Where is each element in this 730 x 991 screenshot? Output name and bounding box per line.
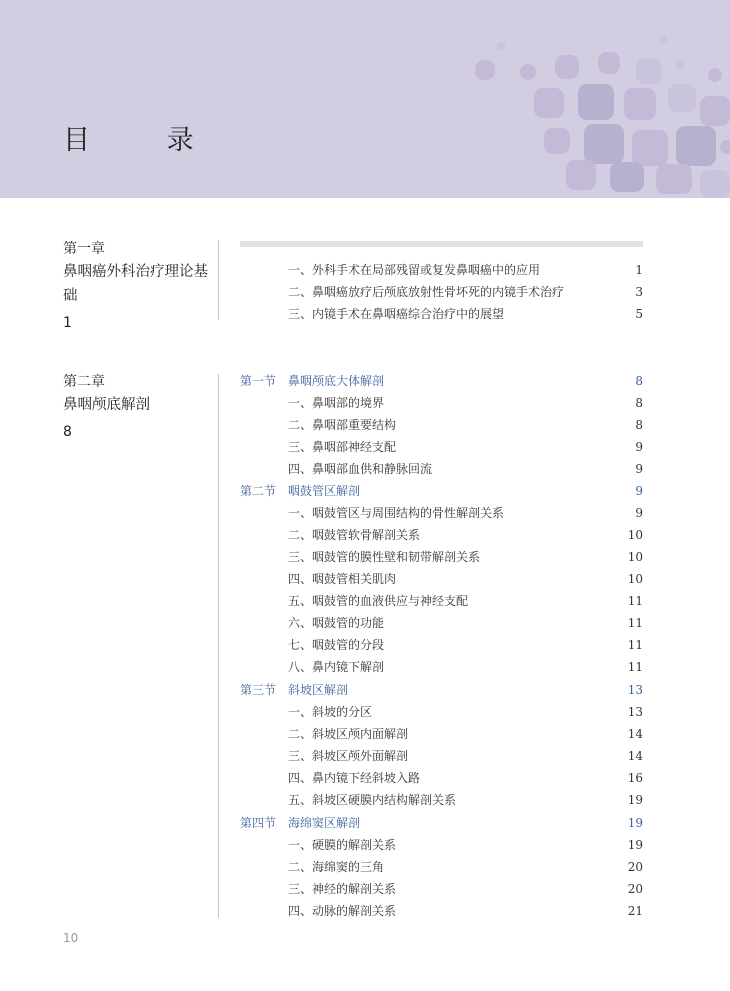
entry-page: 16	[627, 771, 643, 785]
entry-title: 一、外科手术在局部残留或复发鼻咽癌中的应用	[288, 263, 541, 277]
toc-entry[interactable]	[240, 856, 643, 878]
entry-page: 21	[627, 904, 643, 918]
toc-entry[interactable]	[240, 767, 643, 789]
section-title: 鼻咽颅底大体解剖	[288, 374, 385, 388]
toc-entry[interactable]	[240, 303, 643, 325]
toc-section[interactable]	[240, 480, 643, 502]
chapter-2-heading	[63, 371, 213, 445]
section-number: 第三节	[240, 683, 277, 697]
entry-page: 14	[627, 749, 643, 763]
section-number: 第二节	[240, 484, 277, 498]
toc-entry[interactable]	[240, 834, 643, 856]
entry-title: 七、咽鼓管的分段	[288, 638, 385, 652]
section-number: 第四节	[240, 816, 277, 830]
toc-entry[interactable]	[240, 701, 643, 723]
toc-entry[interactable]	[240, 612, 643, 634]
entry-page: 3	[635, 285, 643, 299]
entry-title: 一、咽鼓管区与周围结构的骨性解剖关系	[288, 506, 505, 520]
toc-entry[interactable]	[240, 436, 643, 458]
entry-page: 19	[627, 793, 643, 807]
toc-entry[interactable]	[240, 900, 643, 922]
entry-page: 10	[627, 572, 643, 586]
entry-title: 一、硬膜的解剖关系	[288, 838, 397, 852]
toc-section[interactable]	[240, 679, 643, 701]
entry-title: 五、咽鼓管的血液供应与神经支配	[288, 594, 469, 608]
section-title: 斜坡区解剖	[288, 683, 349, 697]
toc-entry[interactable]	[240, 723, 643, 745]
section-number: 第一节	[240, 374, 277, 388]
entry-page: 19	[627, 838, 643, 852]
toc-entry[interactable]	[240, 502, 643, 524]
toc-entry[interactable]	[240, 590, 643, 612]
chapter-title: 鼻咽颅底解剖	[63, 397, 150, 413]
toc-entry[interactable]	[240, 878, 643, 900]
toc-section[interactable]	[240, 812, 643, 834]
divider-line	[218, 374, 219, 918]
section-page: 9	[635, 484, 643, 498]
section-page: 13	[627, 683, 643, 697]
section-title: 海绵窦区解剖	[288, 816, 361, 830]
entry-title: 六、咽鼓管的功能	[288, 616, 385, 630]
toc-entry[interactable]	[240, 634, 643, 656]
entry-page: 11	[627, 660, 643, 674]
chapter-page: 1	[63, 315, 72, 331]
chapter-1-heading	[63, 238, 213, 336]
toc-section[interactable]	[240, 370, 643, 392]
entry-title: 三、咽鼓管的膜性壁和韧带解剖关系	[288, 550, 481, 564]
divider-line	[218, 240, 219, 320]
section-page: 8	[635, 374, 643, 388]
section-page: 19	[627, 816, 643, 830]
entry-page: 11	[627, 616, 643, 630]
toc-entry[interactable]	[240, 546, 643, 568]
entry-title: 四、鼻内镜下经斜坡入路	[288, 771, 421, 785]
entry-page: 11	[627, 594, 643, 608]
entry-page: 20	[627, 882, 643, 896]
entry-title: 四、鼻咽部血供和静脉回流	[288, 462, 433, 476]
chapter-page: 8	[63, 424, 72, 440]
entry-title: 一、斜坡的分区	[288, 705, 373, 719]
page-number: 10	[63, 931, 79, 945]
entry-page: 11	[627, 638, 643, 652]
entry-page: 14	[627, 727, 643, 741]
toc-entry[interactable]	[240, 392, 643, 414]
top-rule	[240, 241, 643, 247]
entry-title: 五、斜坡区硬膜内结构解剖关系	[288, 793, 457, 807]
entry-title: 八、鼻内镜下解剖	[288, 660, 385, 674]
toc-entry[interactable]	[240, 524, 643, 546]
entry-page: 8	[635, 396, 643, 410]
section-title: 咽鼓管区解剖	[288, 484, 361, 498]
entry-page: 10	[627, 528, 643, 542]
toc-entry[interactable]	[240, 568, 643, 590]
entry-title: 三、内镜手术在鼻咽癌综合治疗中的展望	[288, 307, 505, 321]
entry-page: 20	[627, 860, 643, 874]
entry-page: 1	[635, 263, 643, 277]
entry-title: 三、鼻咽部神经支配	[288, 440, 397, 454]
chapter-label: 第一章	[63, 241, 105, 257]
entry-page: 5	[635, 307, 643, 321]
entry-title: 三、斜坡区颅外面解剖	[288, 749, 409, 763]
page-title: 目 录	[63, 125, 228, 156]
chapter-title: 鼻咽癌外科治疗理论基础	[63, 264, 208, 304]
entry-title: 二、咽鼓管软骨解剖关系	[288, 528, 421, 542]
entry-page: 8	[635, 418, 643, 432]
entry-title: 二、鼻咽癌放疗后颅底放射性骨坏死的内镜手术治疗	[288, 285, 565, 299]
chapter-label: 第二章	[63, 374, 105, 390]
toc-entry[interactable]	[240, 259, 643, 281]
toc-entry[interactable]	[240, 745, 643, 767]
entry-title: 二、海绵窦的三角	[288, 860, 385, 874]
entry-title: 一、鼻咽部的境界	[288, 396, 385, 410]
entry-title: 四、动脉的解剖关系	[288, 904, 397, 918]
toc-entry[interactable]	[240, 656, 643, 678]
entry-page: 13	[627, 705, 643, 719]
entry-page: 9	[635, 462, 643, 476]
entry-title: 二、斜坡区颅内面解剖	[288, 727, 409, 741]
entry-page: 9	[635, 440, 643, 454]
toc-entry[interactable]	[240, 789, 643, 811]
header-band	[0, 0, 730, 198]
toc-entry[interactable]	[240, 458, 643, 480]
entry-title: 二、鼻咽部重要结构	[288, 418, 397, 432]
entry-title: 四、咽鼓管相关肌肉	[288, 572, 397, 586]
entry-page: 10	[627, 550, 643, 564]
toc-entry[interactable]	[240, 281, 643, 303]
entry-page: 9	[635, 506, 643, 520]
entry-title: 三、神经的解剖关系	[288, 882, 397, 896]
toc-entry[interactable]	[240, 414, 643, 436]
